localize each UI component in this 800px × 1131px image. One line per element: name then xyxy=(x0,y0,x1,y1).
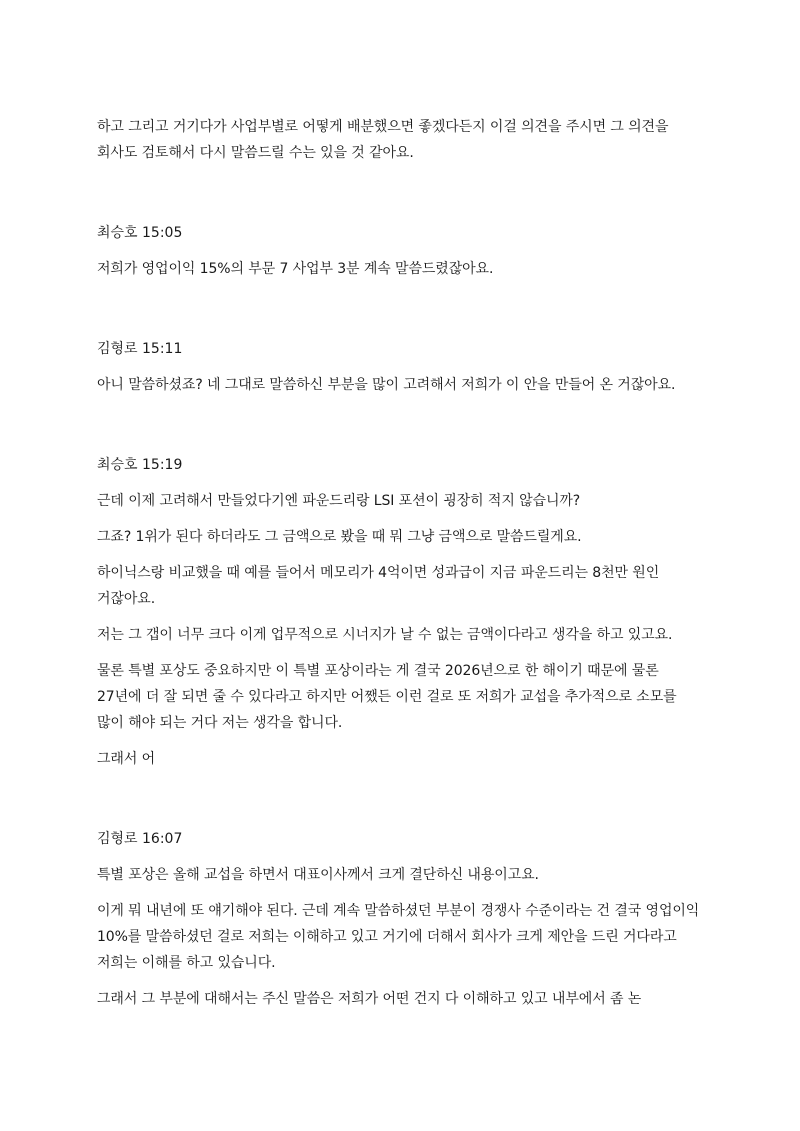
utterance-text: 아니 말씀하셨죠? 네 그대로 말씀하신 부분을 많이 고려해서 저희가 이 안을 만들어 온 거잖아요. xyxy=(97,377,676,393)
transcript-block xyxy=(97,826,700,1012)
utterance-text: 물론 특별 포상도 중요하지만 이 특별 포상이라는 게 결국 2026년으로 한 해이기 때문에 물론 27년에 더 잘 되면 줄 수 있다라고 하지만 어쨌든 이런 걸로 또 저희가 교섭을 추가적으로 소모를 많이 해야 되는 거다 저는 생각을 합니다. xyxy=(97,663,677,731)
utterance-text: 하고 그리고 거기다가 사업부별로 어떻게 배분했으면 좋겠다든지 이걸 의견을 주시면 그 의견을 회사도 검토해서 다시 말씀드릴 수는 있을 것 같아요. xyxy=(97,119,669,161)
block-gap xyxy=(97,176,700,220)
transcript-block xyxy=(97,114,700,166)
block-gap xyxy=(97,292,700,336)
utterance-text: 저는 그 갭이 너무 크다 이게 업무적으로 시너지가 날 수 없는 금액이다라고 생각을 하고 있고요. xyxy=(97,627,673,643)
speaker-timestamp: 김형로 15:11 xyxy=(97,341,183,357)
block-gap xyxy=(97,782,700,826)
utterance-text: 하이닉스랑 비교했을 때 예를 들어서 메모리가 4억이면 성과급이 지금 파운드리는 8천만 원인 거잖아요. xyxy=(97,565,660,607)
speaker-timestamp: 최승호 15:05 xyxy=(97,225,183,241)
transcript-block xyxy=(97,220,700,282)
block-gap xyxy=(97,408,700,452)
speaker-timestamp: 최승호 15:19 xyxy=(97,457,183,473)
utterance-text: 그죠? 1위가 된다 하더라도 그 금액으로 봤을 때 뭐 그냥 금액으로 말씀드릴게요. xyxy=(97,529,582,545)
utterance-text: 이게 뭐 내년에 또 얘기해야 된다. 근데 계속 말씀하셨던 부분이 경쟁사 수준이라는 건 결국 영업이익 10%를 말씀하셨던 걸로 저희는 이해하고 있고 거기에 더해서 회사가 크게 제안을 드린 거다라고 저희는 이해를 하고 있습니다. xyxy=(97,903,700,971)
speaker-timestamp: 김형로 16:07 xyxy=(97,831,183,847)
utterance-text: 그래서 그 부분에 대해서는 주신 말씀은 저희가 어떤 건지 다 이해하고 있고 내부에서 좀 논 xyxy=(97,991,642,1007)
transcript-block xyxy=(97,452,700,772)
utterance-text: 근데 이제 고려해서 만들었다기엔 파운드리랑 LSI 포션이 굉장히 적지 않습니까? xyxy=(97,493,581,509)
utterance-text: 저희가 영업이익 15%의 부문 7 사업부 3분 계속 말씀드렸잖아요. xyxy=(97,261,494,277)
utterance-text: 그래서 어 xyxy=(97,751,156,767)
utterance-text: 특별 포상은 올해 교섭을 하면서 대표이사께서 크게 결단하신 내용이고요. xyxy=(97,867,539,883)
transcript-block xyxy=(97,336,700,398)
